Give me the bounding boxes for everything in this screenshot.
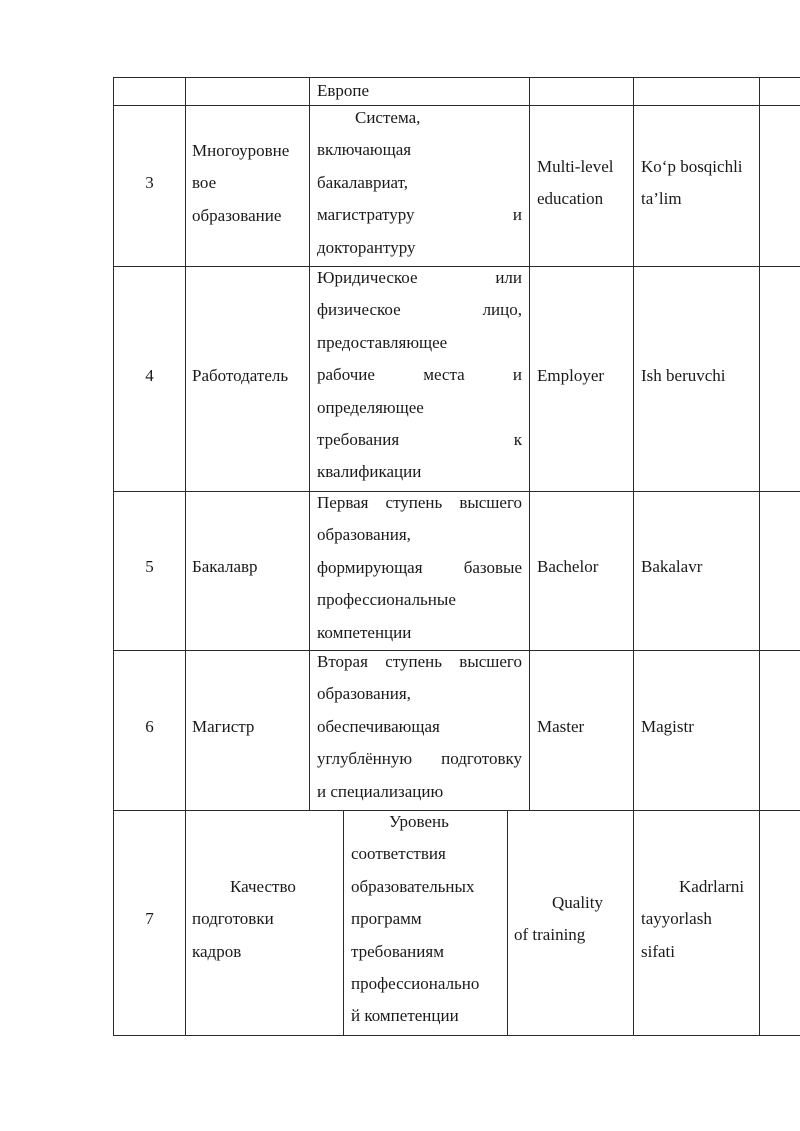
row-number: 5 bbox=[145, 557, 154, 576]
table-bottom-border bbox=[113, 1035, 800, 1036]
row-number: 6 bbox=[145, 717, 154, 736]
uzbek-cell: Ko‘p bosqichli ta’lim bbox=[641, 157, 743, 209]
definition-cell: Вторая ступень высшего образования, обеспечивающая углублённую подготовку и специализацию bbox=[317, 652, 522, 801]
column-divider bbox=[309, 77, 310, 810]
term-cell: Работодатель bbox=[192, 366, 289, 385]
column-divider bbox=[529, 77, 530, 810]
term-cell: Бакалавр bbox=[192, 557, 258, 576]
row-number: 4 bbox=[145, 366, 154, 385]
uzbek-cell: Magistr bbox=[641, 717, 694, 736]
column-divider bbox=[759, 77, 760, 1035]
definition-cell: Юридическое или физическое лицо, предоставляющее рабочие места и определяющее требования к квалификации bbox=[317, 268, 522, 482]
row-number: 7 bbox=[145, 909, 154, 928]
row-number: 3 bbox=[145, 173, 154, 192]
definition-cell: Система, включающая бакалавриат, магистратуру и докторантуру bbox=[317, 108, 522, 257]
term-cell: Многоуровне вое образование bbox=[192, 141, 290, 225]
english-cell: Bachelor bbox=[537, 557, 599, 576]
english-cell: Employer bbox=[537, 366, 605, 385]
uzbek-cell: Bakalavr bbox=[641, 557, 703, 576]
term-cell: Магистр bbox=[192, 717, 255, 736]
definition-cell: Уровень соответствия образовательных программ требованиям профессионально й компетенции bbox=[351, 812, 480, 1026]
english-cell: Multi-level education bbox=[537, 157, 614, 209]
english-cell: Master bbox=[537, 717, 585, 736]
definition-cell: Первая ступень высшего образования, формирующая базовые профессиональные компетенции bbox=[317, 493, 522, 642]
english-cell: Quality of training bbox=[514, 893, 603, 945]
table-top-border bbox=[113, 77, 800, 78]
definition-cell: Европе bbox=[317, 81, 370, 100]
column-divider bbox=[185, 77, 186, 1035]
column-divider bbox=[343, 810, 344, 1035]
term-cell: Качество подготовки кадров bbox=[192, 877, 296, 961]
column-divider bbox=[507, 810, 508, 1035]
uzbek-cell: Ish beruvchi bbox=[641, 366, 726, 385]
column-divider bbox=[633, 77, 634, 1035]
uzbek-cell: Kadrlarni tayyorlash sifati bbox=[641, 877, 745, 961]
